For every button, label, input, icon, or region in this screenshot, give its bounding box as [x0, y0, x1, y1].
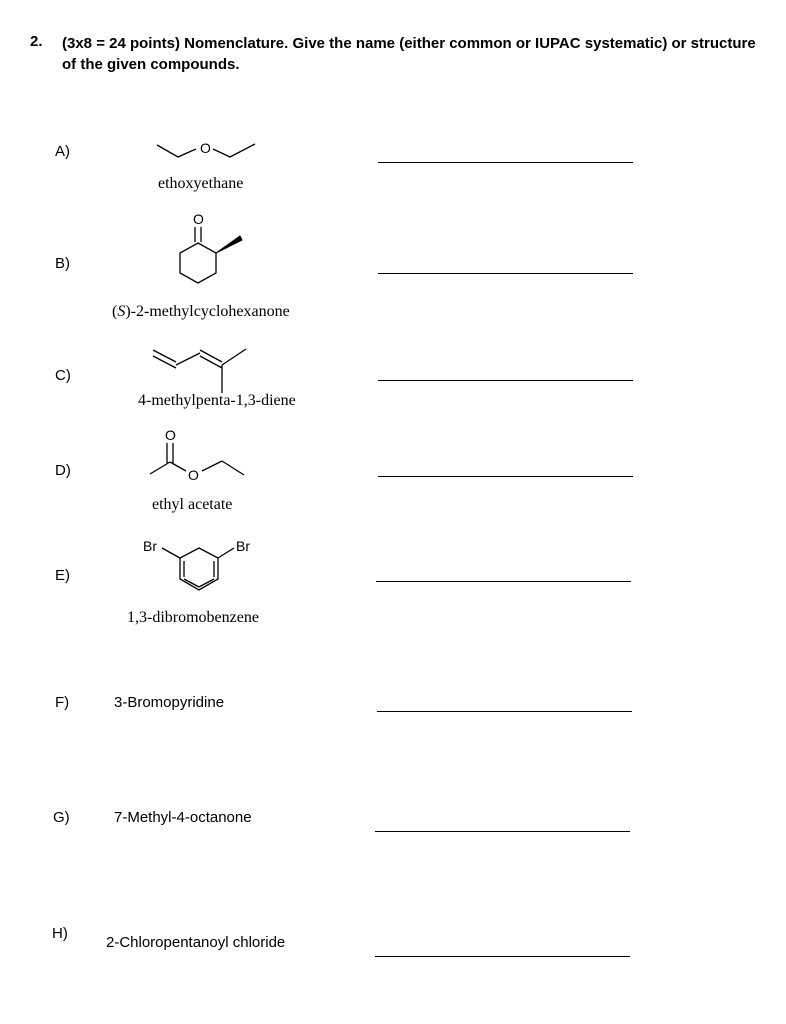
- compound-name-g: 7-Methyl-4-octanone: [114, 809, 252, 826]
- structure-e-bromine-left-label: Br: [143, 538, 157, 554]
- answer-line-b[interactable]: [378, 273, 633, 274]
- item-letter-c: C): [55, 367, 71, 384]
- answer-line-f[interactable]: [377, 711, 632, 712]
- structure-d-ester-oxygen-label: O: [188, 467, 199, 483]
- structure-b-methylcyclohexanone: [170, 208, 250, 288]
- structure-c-methylpentadiene: [150, 345, 250, 395]
- item-letter-a: A): [55, 143, 70, 160]
- item-letter-f: F): [55, 694, 70, 711]
- compound-name-f: 3-Bromopyridine: [114, 694, 225, 711]
- structure-a-name: ethoxyethane: [158, 175, 244, 192]
- structure-d-ethyl-acetate: [148, 425, 253, 485]
- structure-d-name: ethyl acetate: [152, 496, 233, 513]
- item-letter-b: B): [55, 255, 70, 272]
- answer-line-a[interactable]: [378, 162, 633, 163]
- answer-line-c[interactable]: [378, 380, 633, 381]
- item-letter-e: E): [55, 567, 70, 584]
- structure-e-bromine-right-label: Br: [236, 538, 250, 554]
- item-letter-g: G): [53, 809, 70, 826]
- item-letter-h: H): [52, 925, 68, 942]
- structure-e-name: 1,3-dibromobenzene: [127, 609, 259, 626]
- answer-line-d[interactable]: [378, 476, 633, 477]
- structure-b-name: (S)-2-methylcyclohexanone: [112, 303, 290, 320]
- answer-line-g[interactable]: [375, 831, 630, 832]
- structure-b-oxygen-label: O: [193, 211, 204, 227]
- question-text: (3x8 = 24 points) Nomenclature. Give the name (either common or IUPAC systematic) or structure of the given compounds.: [62, 35, 756, 73]
- structure-a-oxygen-label: O: [200, 140, 211, 156]
- item-letter-d: D): [55, 462, 71, 479]
- structure-a-ethoxyethane: [150, 136, 265, 166]
- answer-line-h[interactable]: [375, 956, 630, 957]
- question-number: 2.: [30, 33, 43, 50]
- structure-e-dibromobenzene: [140, 536, 260, 596]
- compound-name-h: 2-Chloropentanoyl chloride: [106, 934, 286, 951]
- structure-d-carbonyl-oxygen-label: O: [165, 427, 176, 443]
- answer-line-e[interactable]: [376, 581, 631, 582]
- structure-c-name: 4-methylpenta-1,3-diene: [138, 392, 296, 409]
